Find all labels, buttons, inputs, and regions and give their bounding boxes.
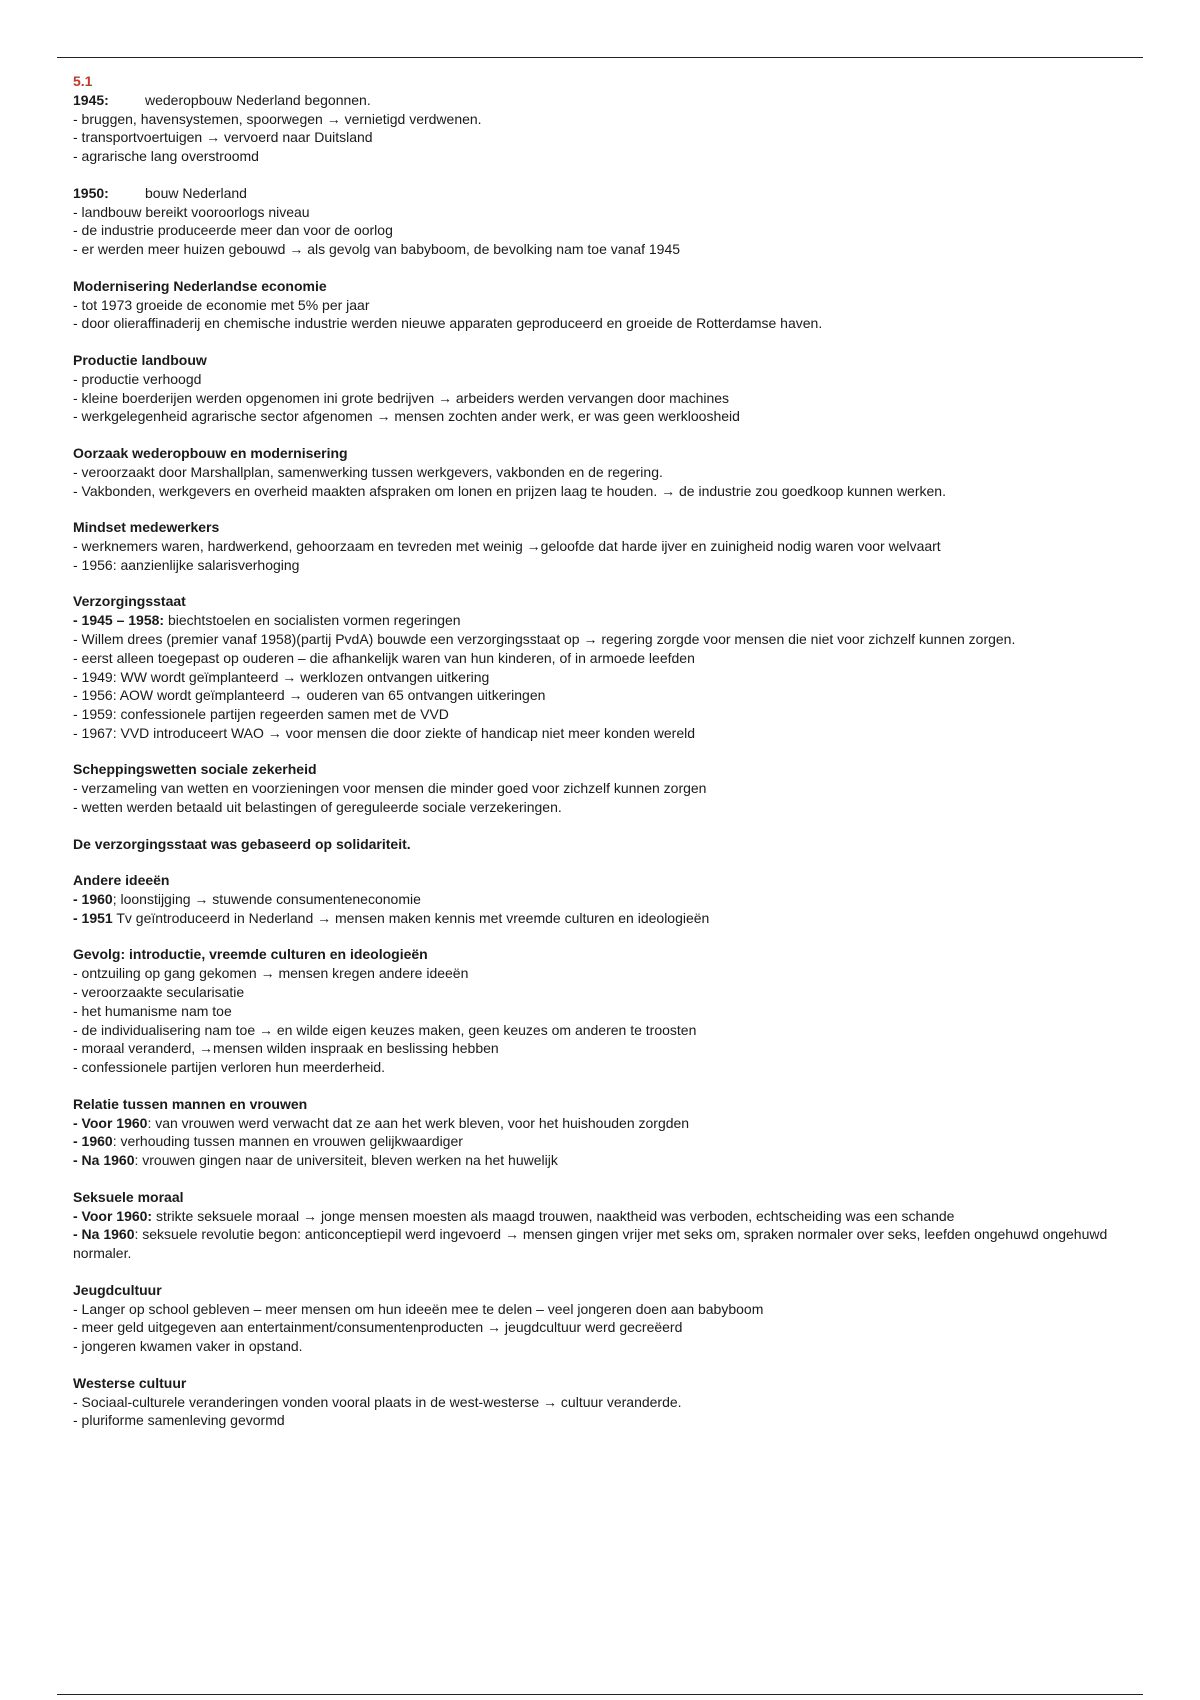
section xyxy=(73,945,1113,1077)
section-heading: Relatie tussen mannen en vrouwen xyxy=(73,1095,308,1112)
bullet-text: - landbouw bereikt vooroorlogs niveau xyxy=(73,203,310,220)
bullet-text: : seksuele revolutie begon: anticonceptiepil werd ingevoerd → mensen gingen vrijer met seks om, spraken normaler over seks, leefden ongehuwd ongehuwd normaler. xyxy=(73,1226,1108,1262)
section xyxy=(73,91,1113,166)
section xyxy=(73,760,1113,816)
bullet-text: - werknemers waren, hardwerkend, gehoorzaam en tevreden met weinig →geloofde dat harde ijver en zuinigheid nodig waren voor welvaart xyxy=(73,537,941,554)
year-label: 1950: xyxy=(73,184,109,201)
section xyxy=(73,444,1113,500)
bullet-item xyxy=(73,556,1113,575)
bullet-text: - pluriforme samenleving gevormd xyxy=(73,1412,285,1429)
bullet-item xyxy=(73,1002,1113,1021)
section xyxy=(73,835,1113,854)
bullet-item xyxy=(73,1225,1113,1263)
bullet-item xyxy=(73,1337,1113,1356)
bullet-item xyxy=(73,1021,1113,1040)
bullet-text: - Langer op school gebleven – meer mensen om hun ideeën mee te delen – veel jongeren doen aan babyboom xyxy=(73,1300,764,1317)
bullet-item xyxy=(73,537,1113,556)
bullet-text: - 1967: VVD introduceert WAO → voor mensen die door ziekte of handicap niet meer konden wereld xyxy=(73,724,696,741)
top-rule xyxy=(57,57,1143,58)
bullet-text: biechtstoelen en socialisten vormen regeringen xyxy=(164,612,461,629)
bullet-item xyxy=(73,463,1113,482)
bullet-item xyxy=(73,407,1113,426)
section xyxy=(73,351,1113,426)
bullet-item xyxy=(73,630,1113,649)
bullet-text: strikte seksuele moraal → jonge mensen moesten als maagd trouwen, naaktheid was verboden, echtscheiding was een schande xyxy=(152,1207,955,1224)
bullet-item xyxy=(73,296,1113,315)
bullet-text: - wetten werden betaald uit belastingen of gereguleerde sociale verzekeringen. xyxy=(73,799,562,816)
bullet-item xyxy=(73,1411,1113,1430)
bullet-lead: - 1960 xyxy=(73,1133,113,1150)
bullet-lead: - 1951 xyxy=(73,909,113,926)
year-title: bouw Nederland xyxy=(145,184,247,201)
section-heading: Gevolg: introductie, vreemde culturen en ideologieën xyxy=(73,946,428,963)
bullet-text: - veroorzaakte secularisatie xyxy=(73,984,245,1001)
section xyxy=(73,1281,1113,1356)
bullet-text: - 1956: AOW wordt geïmplanteerd → ouderen van 65 ontvangen uitkeringen xyxy=(73,687,546,704)
bullet-item xyxy=(73,705,1113,724)
year-title: wederopbouw Nederland begonnen. xyxy=(145,91,371,108)
section xyxy=(73,277,1113,333)
year-heading xyxy=(73,184,1113,203)
bullet-item xyxy=(73,964,1113,983)
bullet-text: - ontzuiling op gang gekomen → mensen kregen andere ideeën xyxy=(73,965,469,982)
bullet-item xyxy=(73,240,1113,259)
bullet-item xyxy=(73,389,1113,408)
bullet-text: - 1959: confessionele partijen regeerden samen met de VVD xyxy=(73,706,449,723)
bullet-text: - agrarische lang overstroomd xyxy=(73,148,259,165)
bullet-text: - bruggen, havensystemen, spoorwegen → vernietigd verdwenen. xyxy=(73,110,482,127)
bullet-text: - werkgelegenheid agrarische sector afgenomen → mensen zochten ander werk, er was geen werkloosheid xyxy=(73,408,740,425)
bullet-item xyxy=(73,221,1113,240)
bullet-lead: - Na 1960 xyxy=(73,1226,135,1243)
bullet-text: - door olieraffinaderij en chemische industrie werden nieuwe apparaten geproduceerd en groeide de Rotterdamse haven. xyxy=(73,315,823,332)
section-heading: Verzorgingsstaat xyxy=(73,593,186,610)
year-heading xyxy=(73,91,1113,110)
bullet-text: - transportvoertuigen → vervoerd naar Duitsland xyxy=(73,129,373,146)
section-list xyxy=(73,91,1113,1430)
bullet-text: - verzameling van wetten en voorzieningen voor mensen die minder goed voor zichzelf kunnen zorgen xyxy=(73,780,707,797)
section-heading: Jeugdcultuur xyxy=(73,1281,162,1298)
bullet-text: - confessionele partijen verloren hun meerderheid. xyxy=(73,1059,386,1076)
section-heading: Seksuele moraal xyxy=(73,1188,184,1205)
bullet-item xyxy=(73,649,1113,668)
bullet-text: : verhouding tussen mannen en vrouwen gelijkwaardiger xyxy=(112,1133,463,1150)
bullet-text: - Sociaal-culturele veranderingen vonden vooral plaats in de west-westerse → cultuur veranderde. xyxy=(73,1393,682,1410)
bullet-item xyxy=(73,1151,1113,1170)
bullet-text: : vrouwen gingen naar de universiteit, bleven werken na het huwelijk xyxy=(134,1152,558,1169)
year-label: 1945: xyxy=(73,91,109,108)
section xyxy=(73,1095,1113,1170)
bullet-item xyxy=(73,1058,1113,1077)
section-heading: Andere ideeën xyxy=(73,872,170,889)
bullet-text: Tv geïntroduceerd in Nederland → mensen maken kennis met vreemde culturen en ideologieën xyxy=(112,909,710,926)
bullet-item xyxy=(73,983,1113,1002)
bullet-text: - kleine boerderijen werden opgenomen ini grote bedrijven → arbeiders werden vervangen door machines xyxy=(73,389,730,406)
section-heading: Modernisering Nederlandse economie xyxy=(73,277,327,294)
bullet-item xyxy=(73,1114,1113,1133)
bullet-item xyxy=(73,1039,1113,1058)
bullet-item xyxy=(73,314,1113,333)
bullet-text: - jongeren kwamen vaker in opstand. xyxy=(73,1338,303,1355)
bullet-item xyxy=(73,128,1113,147)
bullet-text: - het humanisme nam toe xyxy=(73,1002,232,1019)
bullet-item xyxy=(73,724,1113,743)
section xyxy=(73,518,1113,574)
section-heading: Westerse cultuur xyxy=(73,1374,187,1391)
bullet-lead: - 1960 xyxy=(73,891,113,908)
bullet-text: - veroorzaakt door Marshallplan, samenwerking tussen werkgevers, vakbonden en de regering. xyxy=(73,463,663,480)
bullet-item xyxy=(73,686,1113,705)
bullet-item xyxy=(73,798,1113,817)
bullet-item xyxy=(73,668,1113,687)
bullet-text: - 1949: WW wordt geïmplanteerd → werklozen ontvangen uitkering xyxy=(73,668,490,685)
section-heading: De verzorgingsstaat was gebaseerd op solidariteit. xyxy=(73,835,411,852)
bullet-item xyxy=(73,909,1113,928)
bullet-item xyxy=(73,370,1113,389)
bullet-lead: - Voor 1960 xyxy=(73,1114,148,1131)
bullet-text: - Vakbonden, werkgevers en overheid maakten afspraken om lonen en prijzen laag te houden. → de industrie zou goedkoop kunnen werken. xyxy=(73,482,946,499)
bullet-item xyxy=(73,110,1113,129)
section-heading: Productie landbouw xyxy=(73,351,207,368)
bullet-text: - 1956: aanzienlijke salarisverhoging xyxy=(73,556,300,573)
bullet-item xyxy=(73,203,1113,222)
chapter-number: 5.1 xyxy=(73,73,93,89)
bullet-text: : van vrouwen werd verwacht dat ze aan het werk bleven, voor het huishouden zorgden xyxy=(147,1114,690,1131)
bullet-text: - eerst alleen toegepast op ouderen – die afhankelijk waren van hun kinderen, of in armoede leefden xyxy=(73,649,695,666)
bullet-text: - tot 1973 groeide de economie met 5% per jaar xyxy=(73,296,370,313)
bullet-item xyxy=(73,147,1113,166)
section xyxy=(73,592,1113,742)
bullet-item xyxy=(73,611,1113,630)
bullet-item xyxy=(73,1318,1113,1337)
section xyxy=(73,1374,1113,1430)
bottom-rule xyxy=(57,1694,1143,1695)
bullet-text: - er werden meer huizen gebouwd → als gevolg van babyboom, de bevolking nam toe vanaf 1945 xyxy=(73,241,681,258)
bullet-text: - Willem drees (premier vanaf 1958)(partij PvdA) bouwde een verzorgingsstaat op → regering zorgde voor mensen die niet voor zichzelf kunnen zorgen. xyxy=(73,630,1016,647)
bullet-item xyxy=(73,482,1113,501)
bullet-text: - de industrie produceerde meer dan voor de oorlog xyxy=(73,222,393,239)
bullet-text: - meer geld uitgegeven aan entertainment/consumentenproducten → jeugdcultuur werd gecreëerd xyxy=(73,1319,683,1336)
document-body xyxy=(73,72,1113,1430)
bullet-item xyxy=(73,779,1113,798)
bullet-lead: - Voor 1960: xyxy=(73,1207,153,1224)
section-heading: Mindset medewerkers xyxy=(73,519,220,536)
bullet-item xyxy=(73,1207,1113,1226)
bullet-text: - de individualisering nam toe → en wilde eigen keuzes maken, geen keuzes om anderen te troosten xyxy=(73,1021,697,1038)
bullet-text: - productie verhoogd xyxy=(73,370,202,387)
section xyxy=(73,1188,1113,1263)
bullet-item xyxy=(73,1300,1113,1319)
section xyxy=(73,184,1113,259)
bullet-lead: - Na 1960 xyxy=(73,1152,135,1169)
bullet-text: ; loonstijging → stuwende consumenteneconomie xyxy=(112,891,421,908)
bullet-item xyxy=(73,1132,1113,1151)
bullet-text: - moraal veranderd, →mensen wilden inspraak en beslissing hebben xyxy=(73,1040,499,1057)
bullet-item xyxy=(73,890,1113,909)
bullet-item xyxy=(73,1393,1113,1412)
section-heading: Oorzaak wederopbouw en modernisering xyxy=(73,444,348,461)
section-heading: Scheppingswetten sociale zekerheid xyxy=(73,761,317,778)
bullet-lead: - 1945 – 1958: xyxy=(73,612,165,629)
section xyxy=(73,871,1113,927)
